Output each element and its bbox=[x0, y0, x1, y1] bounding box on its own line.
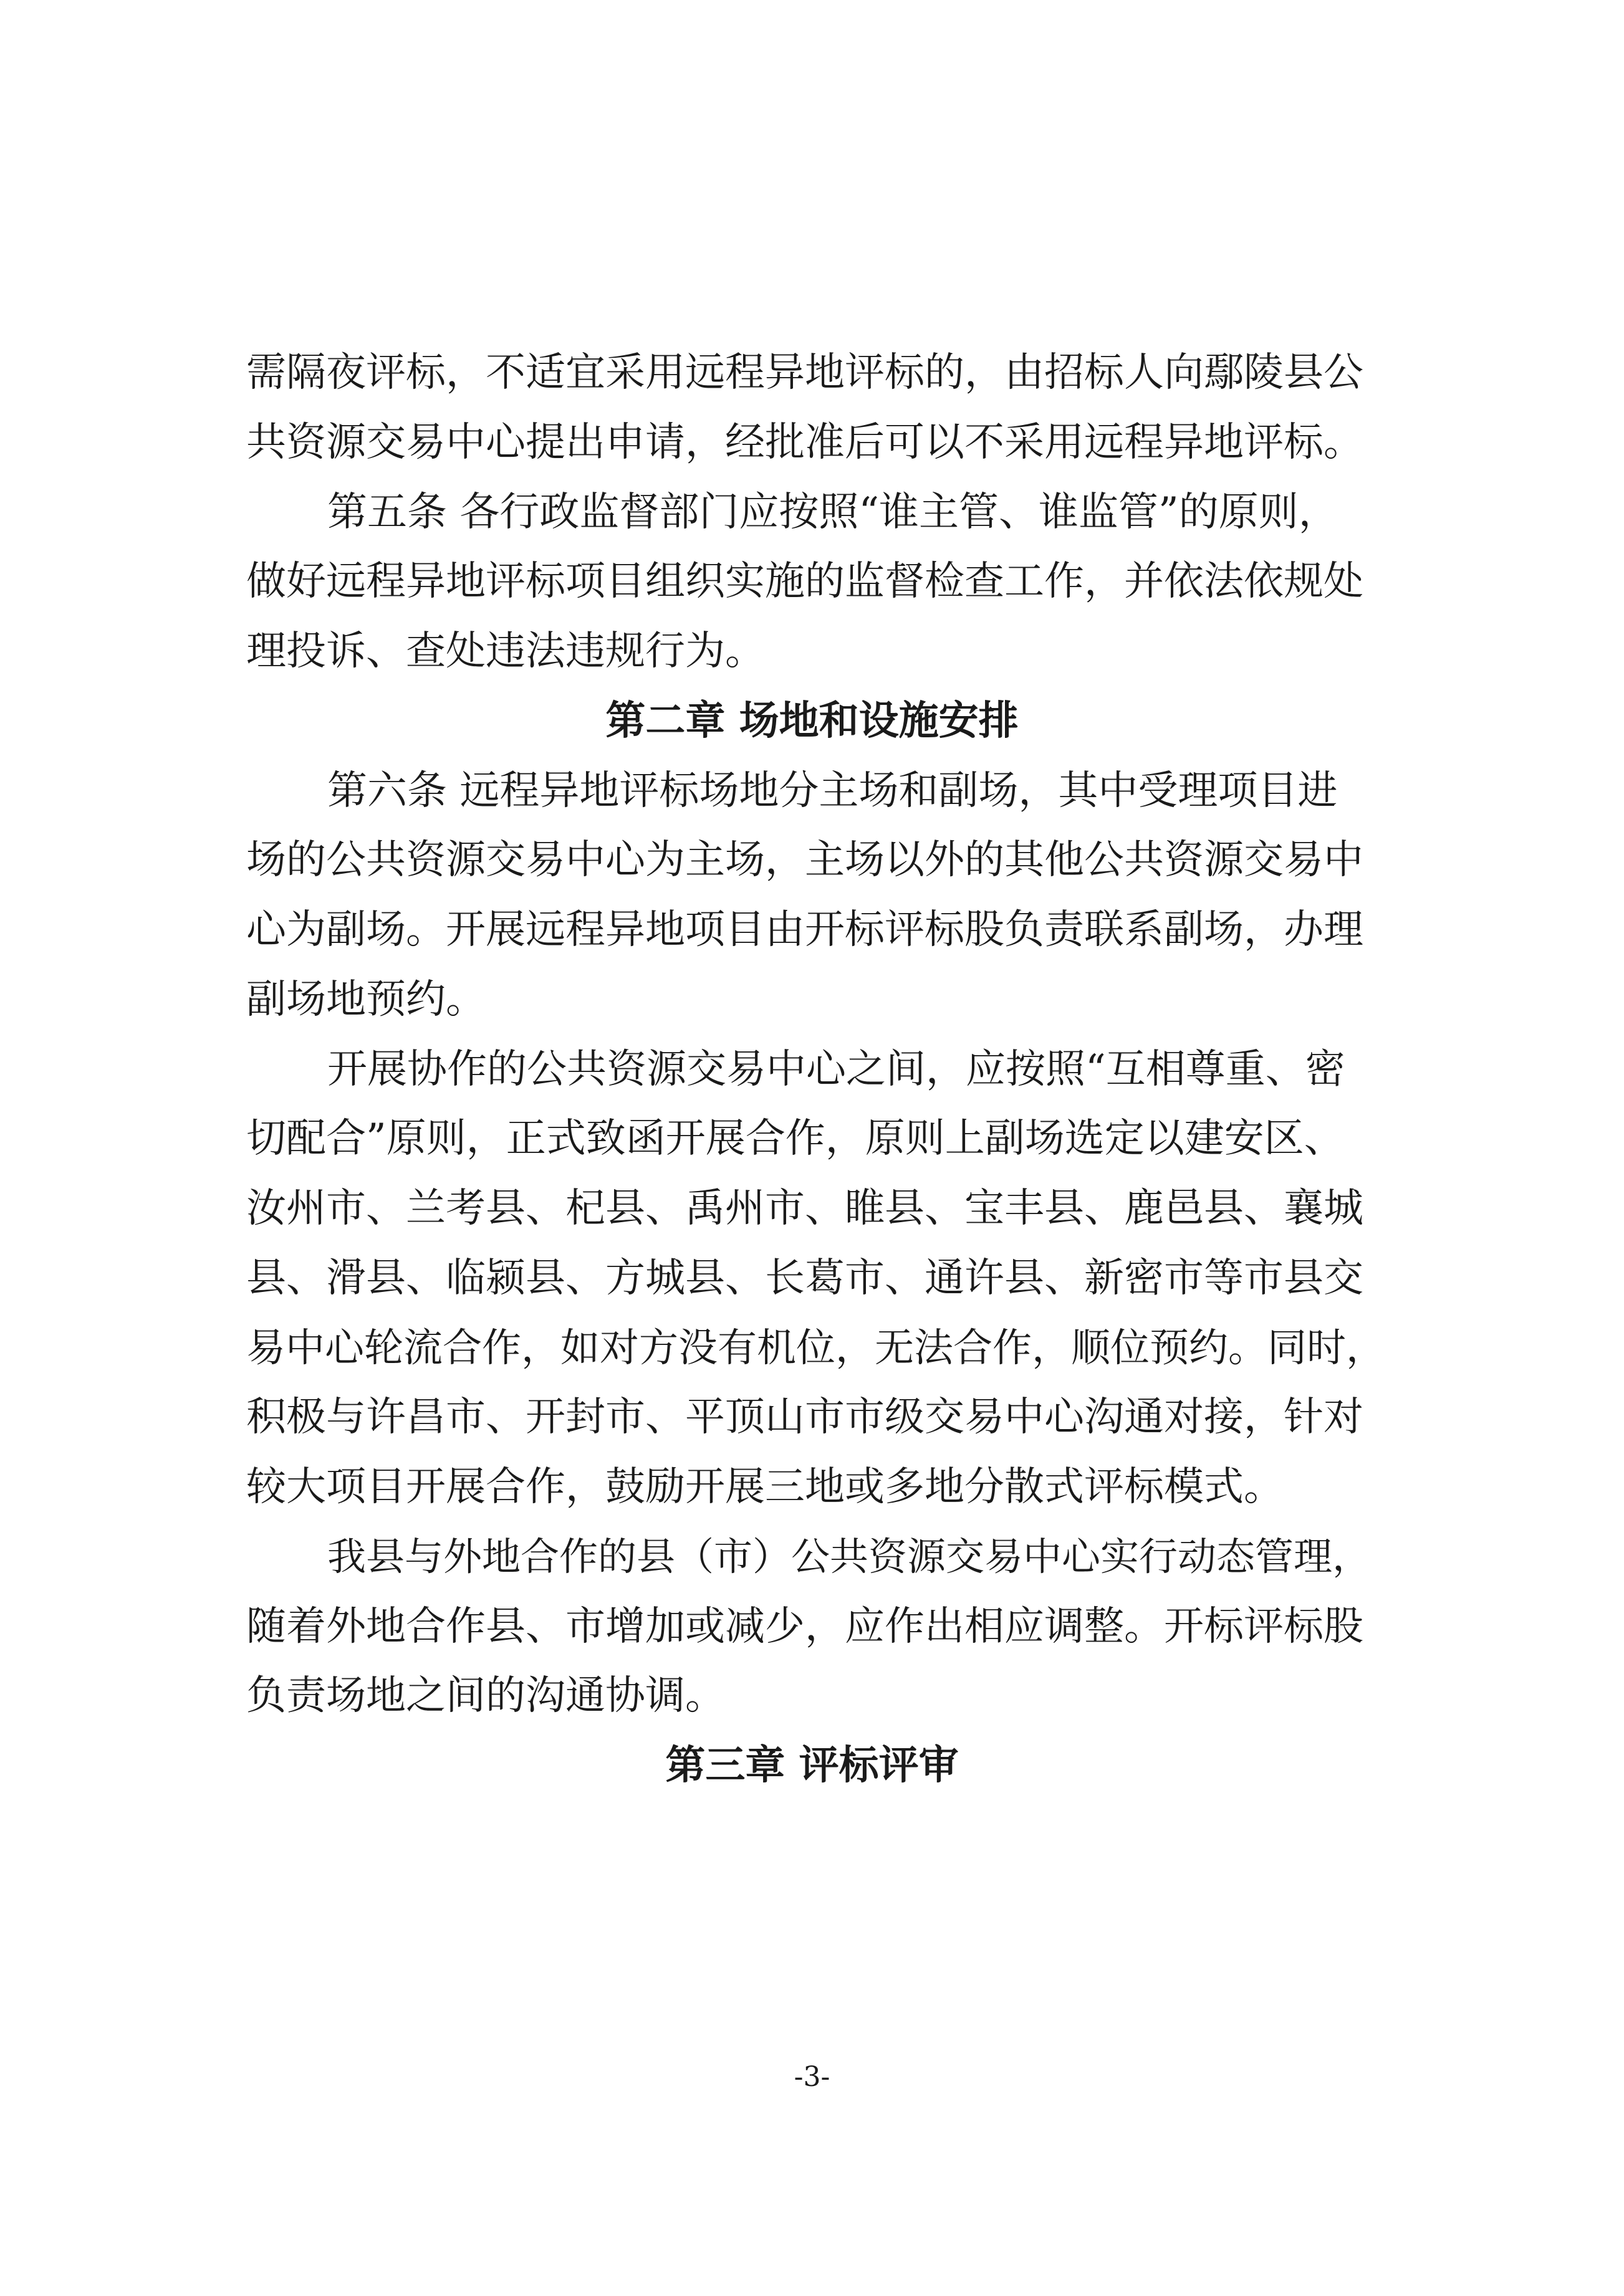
body-text-line: 需隔夜评标，不适宜采用远程异地评标的，由招标人向鄢陵县公 bbox=[246, 350, 1363, 396]
page-number: -3- bbox=[794, 2061, 830, 2093]
body-text-line: 较大项目开展合作，鼓励开展三地或多地分散式评标模式。 bbox=[246, 1464, 1284, 1510]
body-text-line: 副场地预约。 bbox=[246, 977, 486, 1023]
body-text-line: 县、滑县、临颍县、方城县、长葛市、通许县、新密市等市县交 bbox=[246, 1255, 1363, 1301]
paragraph-first-line: 我县与外地合作的县（市）公共资源交易中心实行动态管理， bbox=[327, 1534, 1372, 1579]
chapter-2-heading: 第二章 场地和设施安排 bbox=[605, 698, 1019, 744]
body-text-line: 共资源交易中心提出申请，经批准后可以不采用远程异地评标。 bbox=[246, 419, 1363, 466]
paragraph-first-line: 开展协作的公共资源交易中心之间，应按照“互相尊重、密 bbox=[327, 1046, 1345, 1093]
body-text-line: 汝州市、兰考县、杞县、禹州市、睢县、宝丰县、鹿邑县、襄城 bbox=[246, 1185, 1363, 1232]
body-text-line: 随着外地合作县、市增加或减少，应作出相应调整。开标评标股 bbox=[246, 1604, 1363, 1650]
chapter-3-heading: 第三章 评标评审 bbox=[665, 1743, 959, 1789]
body-text-line: 场的公共资源交易中心为主场，主场以外的其他公共资源交易中 bbox=[246, 837, 1363, 883]
body-text-line: 积极与许昌市、开封市、平顶山市市级交易中心沟通对接，针对 bbox=[246, 1394, 1363, 1440]
body-text-line: 心为副场。开展远程异地项目由开标评标股负责联系副场，办理 bbox=[246, 907, 1363, 953]
article-5-first-line: 第五条 各行政监督部门应按照“谁主管、谁监管”的原则， bbox=[327, 489, 1338, 535]
article-6-first-line: 第六条 远程异地评标场地分主场和副场，其中受理项目进 bbox=[327, 768, 1338, 814]
body-text-line: 理投诉、查处违法违规行为。 bbox=[246, 628, 765, 674]
body-text-line: 易中心轮流合作，如对方没有机位，无法合作，顺位预约。同时， bbox=[246, 1325, 1385, 1370]
body-text-line: 负责场地之间的沟通协调。 bbox=[246, 1673, 725, 1719]
body-text-line: 做好远程异地评标项目组织实施的监督检查工作，并依法依规处 bbox=[246, 558, 1363, 605]
body-text-line: 切配合”原则，正式致函开展合作，原则上副场选定以建安区、 bbox=[246, 1116, 1344, 1162]
